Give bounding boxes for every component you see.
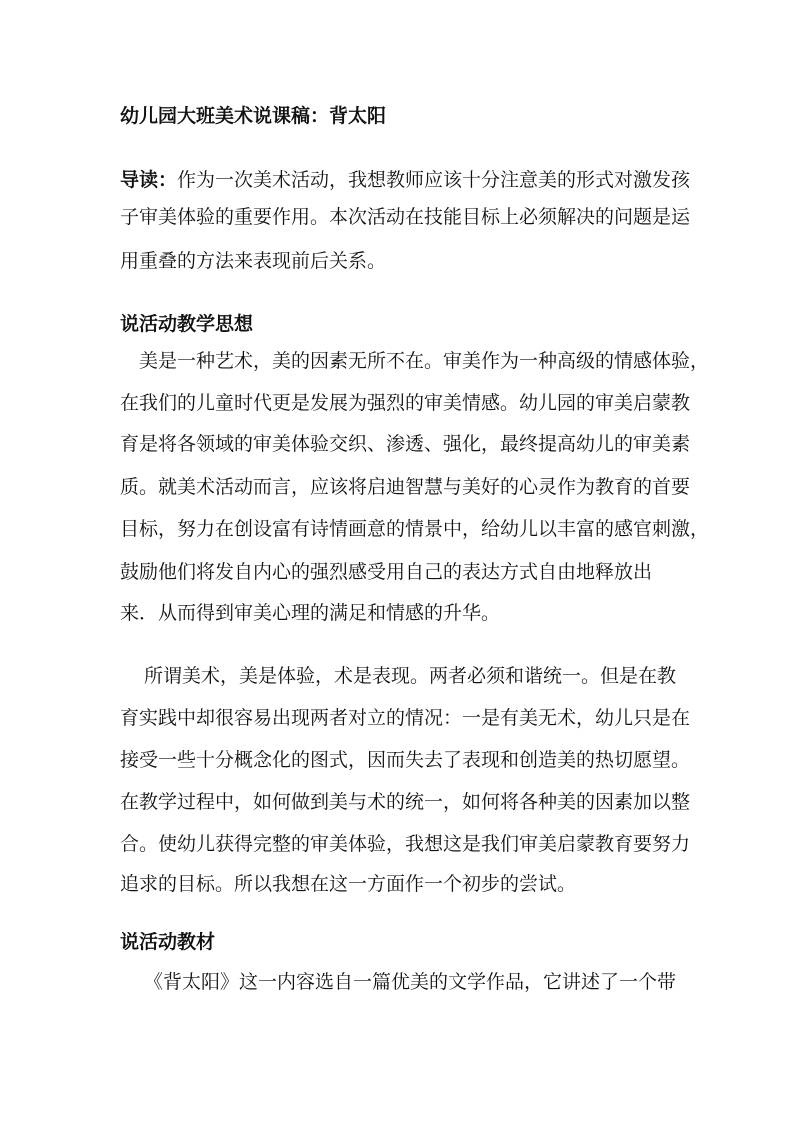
paragraph-line: 育实践中却很容易出现两者对立的情况：一是有美无术，幼儿只是在 xyxy=(120,707,691,729)
paragraph-line: 目标，努力在创设富有诗情画意的情景中，给幼儿以丰富的感官刺激， xyxy=(120,518,710,540)
paragraph-line: 育是将各领域的审美体验交织、渗透、强化，最终提高幼儿的审美素 xyxy=(120,433,691,455)
lead-text: 作为一次美术活动，我想教师应该十分注意美的形式对激发孩 xyxy=(177,169,691,191)
paragraph-line: 在教学过程中，如何做到美与术的统一，如何将各种美的因素加以整 xyxy=(120,791,691,813)
paragraph-line: 接受一些十分概念化的图式，因而失去了表现和创造美的热切愿望。 xyxy=(120,749,691,771)
paragraph-line: 质。就美术活动而言，应该将启迪智慧与美好的心灵作为教育的首要 xyxy=(120,476,691,498)
lead-line-3: 用重叠的方法来表现前后关系。 xyxy=(120,250,387,272)
lead-label: 导读： xyxy=(120,169,178,191)
paragraph-line: 来．从而得到审美心理的满足和情感的升华。 xyxy=(120,602,501,624)
document-title: 幼儿园大班美术说课稿：背太阳 xyxy=(120,105,387,127)
section-heading-teaching-material: 说活动教材 xyxy=(120,931,216,953)
paragraph-line: 所谓美术，美是体验，术是表现。两者必须和谐统一。但是在教 xyxy=(144,665,677,687)
lead-line-1 xyxy=(120,168,690,192)
paragraph-line: 美是一种艺术，美的因素无所不在。审美作为一种高级的情感体验， xyxy=(139,350,710,372)
paragraph-line: 追求的目标。所以我想在这一方面作一个初步的尝试。 xyxy=(120,873,577,895)
paragraph-line: 合。使幼儿获得完整的审美体验，我想这是我们审美启蒙教育要努力 xyxy=(120,833,691,855)
paragraph-line: 《背太阳》这一内容选自一篇优美的文学作品，它讲述了一个带 xyxy=(144,971,677,993)
paragraph-line: 鼓励他们将发自内心的强烈感受用自己的表达方式自由地释放出 xyxy=(120,561,653,583)
lead-line-2: 子审美体验的重要作用。本次活动在技能目标上必须解决的问题是运 xyxy=(120,206,691,228)
paragraph-line: 在我们的儿童时代更是发展为强烈的审美情感。幼儿园的审美启蒙教 xyxy=(120,392,691,414)
section-heading-teaching-idea: 说活动教学思想 xyxy=(120,313,254,335)
